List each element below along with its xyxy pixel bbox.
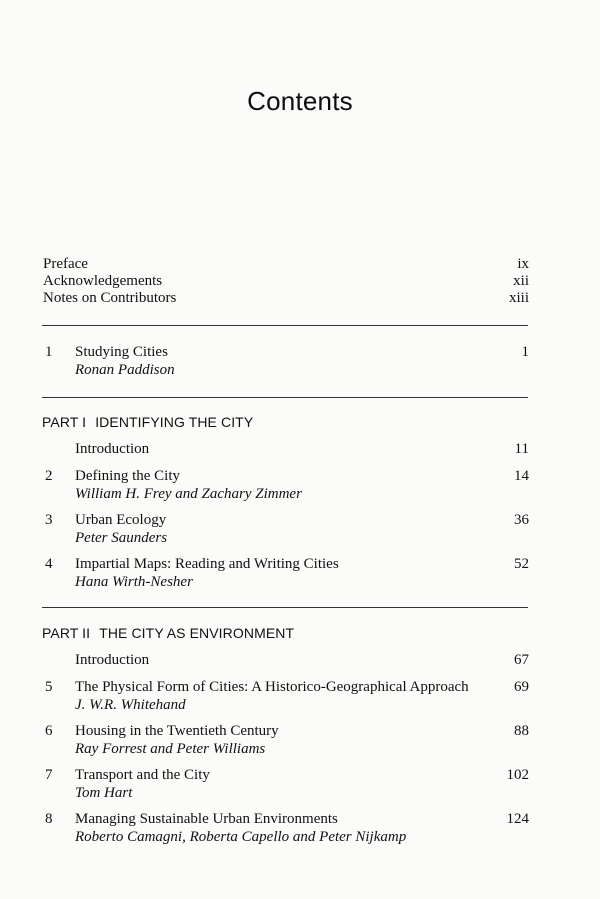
- chapter-entry-7[interactable]: [45, 766, 529, 802]
- divider: [42, 397, 528, 398]
- chapter-page: 88: [514, 723, 529, 739]
- chapter-number: 7: [45, 767, 53, 783]
- chapter-page: 67: [514, 652, 529, 668]
- chapter-number: 1: [45, 344, 53, 360]
- page-title: Contents: [247, 86, 353, 116]
- front-matter-label: Acknowledgements: [43, 273, 163, 289]
- chapter-page: 11: [514, 441, 529, 457]
- front-matter-page: xiii: [508, 290, 529, 306]
- chapter-page: 14: [514, 468, 529, 484]
- chapter-page: 102: [506, 767, 529, 783]
- part-heading-1: [42, 414, 253, 430]
- chapter-page: 1: [521, 344, 529, 360]
- part-label: PART I: [42, 414, 87, 430]
- chapter-page: 124: [506, 811, 529, 827]
- chapter-title: Studying Cities: [75, 344, 168, 360]
- chapter-title: Impartial Maps: Reading and Writing Cities: [75, 556, 339, 572]
- chapter-title: The Physical Form of Cities: A Historico-Geographical Approach: [75, 679, 469, 695]
- chapter-title: Urban Ecology: [75, 512, 167, 528]
- part-label: PART II: [42, 625, 91, 641]
- front-matter-item-contributors[interactable]: [43, 290, 529, 307]
- chapter-entry-5[interactable]: [45, 678, 529, 714]
- front-matter-item-preface[interactable]: [43, 256, 529, 273]
- chapter-title: Introduction: [75, 441, 150, 457]
- part2-introduction[interactable]: [45, 651, 529, 669]
- chapter-author: J. W.R. Whitehand: [75, 697, 186, 713]
- chapter-author: Peter Saunders: [75, 530, 168, 546]
- chapter-number: 5: [45, 679, 53, 695]
- front-matter-label: Notes on Contributors: [43, 290, 177, 306]
- chapter-author: William H. Frey and Zachary Zimmer: [75, 486, 302, 502]
- chapter-entry-2[interactable]: [45, 467, 529, 503]
- chapter-number: 4: [45, 556, 53, 572]
- part-title: THE CITY AS ENVIRONMENT: [99, 625, 295, 641]
- divider: [42, 325, 528, 326]
- chapter-page: 69: [514, 679, 529, 695]
- chapter-entry-8[interactable]: [45, 810, 529, 846]
- chapter-title: Introduction: [75, 652, 150, 668]
- chapter-page: 52: [514, 556, 529, 572]
- chapter-entry-3[interactable]: [45, 511, 529, 547]
- front-matter-label: Preface: [43, 256, 88, 272]
- chapter-author: Tom Hart: [75, 785, 133, 801]
- chapter-page: 36: [514, 512, 529, 528]
- part-heading-2: [42, 625, 294, 641]
- chapter-number: 2: [45, 468, 53, 484]
- front-matter: [43, 256, 529, 307]
- part1-introduction[interactable]: [45, 440, 529, 458]
- chapter-entry-1[interactable]: [45, 343, 529, 379]
- chapter-author: Ronan Paddison: [75, 362, 175, 378]
- chapter-number: 8: [45, 811, 53, 827]
- chapter-title: Defining the City: [75, 468, 180, 484]
- chapter-title: Housing in the Twentieth Century: [75, 723, 279, 739]
- chapter-author: Hana Wirth-Nesher: [75, 574, 193, 590]
- chapter-entry-6[interactable]: [45, 722, 529, 758]
- front-matter-page: xii: [513, 273, 529, 289]
- chapter-author: Roberto Camagni, Roberta Capello and Peter Nijkamp: [75, 829, 407, 845]
- chapter-number: 6: [45, 723, 53, 739]
- front-matter-page: ix: [517, 256, 529, 272]
- chapter-author: Ray Forrest and Peter Williams: [75, 741, 266, 757]
- part-title: IDENTIFYING THE CITY: [95, 414, 254, 430]
- chapter-entry-4[interactable]: [45, 555, 529, 591]
- divider: [42, 607, 528, 608]
- chapter-number: 3: [45, 512, 53, 528]
- chapter-title: Managing Sustainable Urban Environments: [75, 811, 338, 827]
- front-matter-item-acknowledgements[interactable]: [43, 273, 529, 290]
- chapter-title: Transport and the City: [75, 767, 210, 783]
